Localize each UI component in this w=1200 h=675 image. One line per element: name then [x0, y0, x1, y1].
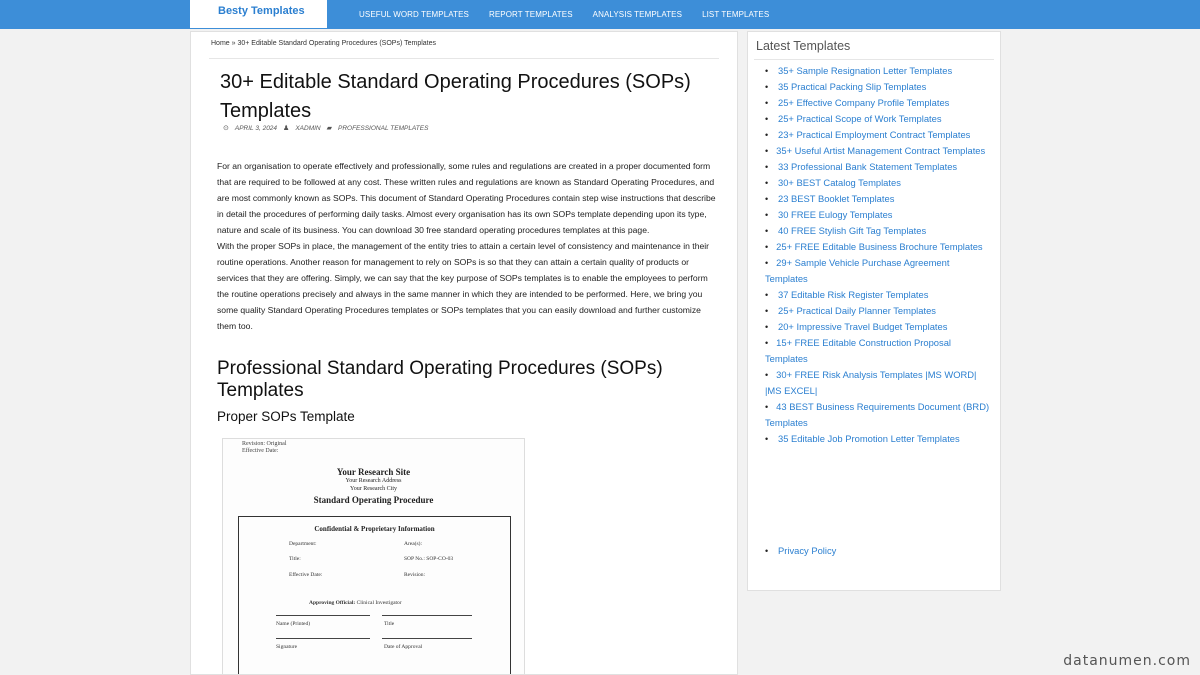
doc-title-line [382, 615, 472, 616]
sidebar-item [765, 319, 993, 335]
sidebar-item [765, 63, 993, 79]
sidebar-link[interactable]: 29+ Sample Vehicle Purchase Agreement Templates [765, 257, 950, 284]
sidebar-link[interactable]: 25+ Practical Daily Planner Templates [778, 305, 936, 316]
doc-approving-label: Approving Official: Clinical Investigator [309, 600, 402, 606]
page-title: 30+ Editable Standard Operating Procedures (SOPs) Templates [220, 71, 691, 122]
sidebar-item [765, 335, 993, 367]
sidebar-item [765, 175, 993, 191]
sidebar-link[interactable]: 25+ FREE Editable Business Brochure Templates [776, 241, 983, 252]
breadcrumb-separator: » [229, 40, 238, 47]
doc-date-approval-label: Date of Approval [384, 644, 423, 650]
intro-paragraph: For an organisation to operate effectively and professionally, some rules and regulations are created in a proper documented form that are required to be followed at any cost. These written rules and regulations are known as Standard Operating Procedures, and are most commonly known as SOPs. This document of Standard Operating Procedures contain step wise instructions that describe in detail the procedures of performing daily tasks. Almost every organisation has its own SOPs template depending upon its type, nature and scale of its business. You can download 30 free standard operating procedures templates at this page. [217, 161, 716, 235]
post-author[interactable]: XADMIN [295, 124, 321, 132]
sidebar-item [765, 95, 993, 111]
sidebar-link[interactable]: 25+ Effective Company Profile Templates [778, 97, 950, 108]
sidebar-link[interactable]: 15+ FREE Editable Construction Proposal Templates [765, 337, 951, 364]
user-icon: ♟ [283, 125, 290, 132]
doc-info-box [238, 516, 511, 675]
sidebar-divider [754, 59, 994, 60]
breadcrumb-home-link[interactable]: Home [211, 40, 230, 47]
doc-heading: Standard Operating Procedure [313, 495, 434, 505]
sidebar-pages-list [765, 543, 836, 559]
doc-name-label: Name (Printed) [276, 621, 311, 627]
sidebar-item [765, 239, 993, 255]
sidebar-item [765, 367, 993, 399]
sidebar [747, 31, 1001, 591]
sidebar-item [765, 79, 993, 95]
folder-icon: ▰ [326, 125, 332, 132]
main-nav [349, 0, 779, 29]
doc-revision-text: Revision: Original Effective Date: [242, 441, 287, 454]
nav-list-templates[interactable]: LIST TEMPLATES [702, 10, 770, 19]
nav-useful-word-templates[interactable]: USEFUL WORD TEMPLATES [359, 10, 469, 19]
section-heading: Professional Standard Operating Procedures (SOPs) Templates [217, 358, 663, 401]
doc-site-address: Your Research Address [345, 478, 402, 484]
sidebar-item [765, 143, 993, 159]
breadcrumb-current: 30+ Editable Standard Operating Procedures (SOPs) Templates [237, 40, 436, 47]
sidebar-item [765, 303, 993, 319]
sidebar-item [765, 255, 993, 287]
breadcrumb-divider [209, 58, 719, 59]
doc-title-label: Title: [289, 556, 301, 562]
doc-revision-label: Revision: [404, 572, 426, 578]
sidebar-link[interactable]: 23+ Practical Employment Contract Templates [778, 129, 971, 140]
sidebar-link[interactable]: 30+ BEST Catalog Templates [778, 177, 901, 188]
article-container [190, 31, 738, 675]
sidebar-link[interactable]: 35+ Useful Artist Management Contract Templates [776, 145, 986, 156]
doc-site-name: Your Research Site [336, 467, 411, 477]
sidebar-item [765, 207, 993, 223]
article-body [217, 158, 719, 334]
doc-signature-label: Signature [276, 644, 298, 650]
top-navigation-bar [0, 0, 1200, 29]
doc-date-line [382, 638, 472, 639]
doc-areas-label: Area(s): [404, 541, 423, 547]
breadcrumb [211, 40, 436, 47]
sidebar-link[interactable]: 33 Professional Bank Statement Templates [778, 161, 958, 172]
sidebar-item [765, 191, 993, 207]
sidebar-title: Latest Templates [756, 39, 851, 53]
sidebar-item [765, 287, 993, 303]
sidebar-item [765, 399, 993, 431]
sidebar-link[interactable]: 35 Practical Packing Slip Templates [778, 81, 927, 92]
sidebar-item [765, 543, 836, 559]
post-date: APRIL 3, 2024 [234, 124, 278, 132]
clock-icon: ⊙ [223, 125, 229, 132]
doc-signature-line [276, 638, 370, 639]
sidebar-link[interactable]: 30+ FREE Risk Analysis Templates |MS WORD| |MS EXCEL| [765, 369, 977, 396]
privacy-policy-link[interactable]: Privacy Policy [778, 545, 837, 556]
sidebar-link[interactable]: 23 BEST Booklet Templates [778, 193, 895, 204]
sidebar-item [765, 431, 993, 447]
sidebar-link[interactable]: 20+ Impressive Travel Budget Templates [778, 321, 948, 332]
post-category[interactable]: PROFESSIONAL TEMPLATES [338, 124, 429, 132]
watermark: datanumen.com [1063, 653, 1191, 669]
doc-department-label: Department: [289, 541, 317, 547]
site-logo[interactable]: Besty Templates [190, 0, 327, 28]
nav-analysis-templates[interactable]: ANALYSIS TEMPLATES [592, 10, 683, 19]
sop-template-preview-image[interactable] [222, 438, 525, 675]
sidebar-link[interactable]: 35+ Sample Resignation Letter Templates [778, 65, 953, 76]
sidebar-item [765, 127, 993, 143]
doc-sop-number: SOP No.: SOP-CO-03 [404, 556, 454, 562]
nav-report-templates[interactable]: REPORT TEMPLATES [488, 10, 573, 19]
sidebar-item [765, 223, 993, 239]
doc-confidential-label: Confidential & Proprietary Information [314, 525, 435, 533]
latest-templates-list [765, 63, 993, 447]
doc-effective-label: Effective Date: [289, 572, 323, 578]
sidebar-link[interactable]: 37 Editable Risk Register Templates [778, 289, 929, 300]
sidebar-link[interactable]: 35 Editable Job Promotion Letter Templates [778, 433, 960, 444]
sidebar-item [765, 111, 993, 127]
doc-title2-label: Title [384, 621, 395, 627]
second-paragraph: With the proper SOPs in place, the management of the entity tries to attain a certain level of consistency and maintenance in their routine operations. Another reason for management to rely on SOPs is so that they can attain a certain quality of products or services that they are offering. Simply, we can say that the key purpose of SOPs templates is to enable the employees to perform the routine operations precisely and always in the same manner in which they are intended to be performed. Here, we bring you some quality Standard Operating Procedures templates or SOPs templates that you can easily download and further customize them too. [217, 241, 710, 331]
sidebar-link[interactable]: 43 BEST Business Requirements Document (BRD) Templates [765, 401, 990, 428]
sidebar-item [765, 159, 993, 175]
sidebar-link[interactable]: 25+ Practical Scope of Work Templates [778, 113, 942, 124]
post-meta [223, 124, 428, 132]
doc-name-line [276, 615, 370, 616]
subsection-heading: Proper SOPs Template [217, 409, 355, 424]
sidebar-link[interactable]: 30 FREE Eulogy Templates [778, 209, 893, 220]
doc-site-city: Your Research City [349, 486, 398, 492]
sidebar-link[interactable]: 40 FREE Stylish Gift Tag Templates [778, 225, 927, 236]
